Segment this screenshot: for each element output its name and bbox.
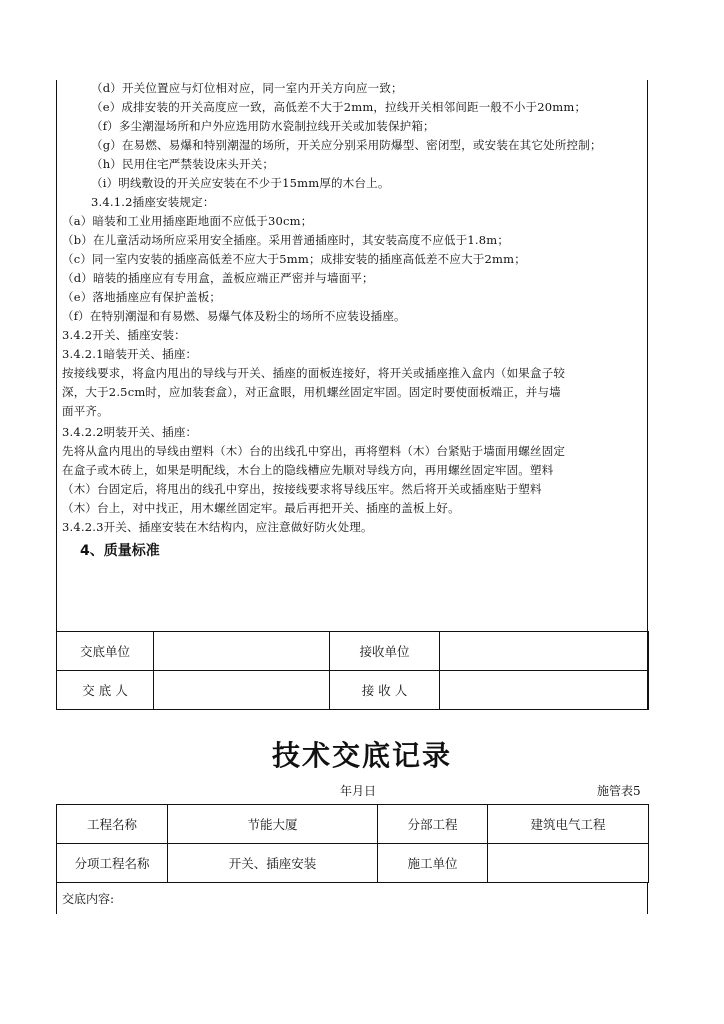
body-line: 3.4.2.1暗装开关、插座： bbox=[62, 347, 198, 361]
record-title: 技术交底记录 bbox=[271, 739, 452, 772]
body-line: （c）同一室内安装的插座高低差不应大于5mm；成排安装的插座高低差不应大于2mm； bbox=[62, 252, 526, 266]
body-line: （g）在易燃、易爆和特别潮湿的场所，开关应分别采用防爆型、密闭型，或安装在其它处所控制； bbox=[91, 138, 602, 152]
receiving-unit-label: 接收单位 bbox=[330, 632, 440, 671]
contractor-value[interactable] bbox=[488, 844, 649, 883]
body-line: 3.4.2开关、插座安装： bbox=[62, 328, 186, 342]
receiving-person-label: 接 收 人 bbox=[330, 671, 440, 710]
signoff-table bbox=[56, 631, 649, 710]
receiving-unit-field[interactable] bbox=[440, 632, 649, 671]
handover-unit-field[interactable] bbox=[154, 632, 330, 671]
body-line: （b）在儿童活动场所应采用安全插座。采用普通插座时，其安装高度不应低于1.8m； bbox=[62, 233, 510, 247]
body-line: （f）在特别潮湿和有易燃、易爆气体及粉尘的场所不应装设插座。 bbox=[62, 309, 406, 323]
body-line: 按接线要求，将盒内甩出的导线与开关、插座的面板连接好，将开关或插座推入盒内（如果盒子较 bbox=[62, 366, 566, 380]
record-info-table bbox=[56, 804, 649, 883]
body-line: （e）落地插座应有保护盖板； bbox=[62, 290, 222, 304]
body-line: （木）台固定后，将甩出的线孔中穿出，按接线要求将导线压牢。然后将开关或插座贴于塑料 bbox=[62, 482, 542, 496]
body-line: 深，大于2.5cm时，应加装套盒），对正盒眼，用机螺丝固定牢固。固定时要使面板端正，并与墙 bbox=[62, 385, 561, 399]
content-label: 交底内容: bbox=[62, 892, 115, 906]
handover-unit-label: 交底单位 bbox=[57, 632, 154, 671]
body-line: 3.4.1.2插座安装规定： bbox=[91, 195, 215, 209]
body-line: （木）台上，对中找正，用木螺丝固定牢。最后再把开关、插座的盖板上好。 bbox=[62, 501, 460, 515]
handover-person-label: 交 底 人 bbox=[57, 671, 154, 710]
body-line: 在盒子或木砖上，如果是明配线，木台上的隐线槽应先顺对导线方向，再用螺丝固定牢固。塑料 bbox=[62, 463, 554, 477]
date-label: 年月日 bbox=[340, 784, 377, 798]
body-line: 3.4.2.3开关、插座安装在木结构内，应注意做好防火处理。 bbox=[62, 520, 373, 534]
subitem-value[interactable]: 开关、插座安装 bbox=[168, 844, 378, 883]
body-line: （d）开关位置应与灯位相对应，同一室内开关方向应一致； bbox=[91, 81, 403, 95]
body-line: 先将从盒内甩出的导线由塑料（木）台的出线孔中穿出，再将塑料（木）台紧贴于墙面用螺丝固定 bbox=[62, 444, 566, 458]
body-line: （h）民用住宅严禁装设床头开关； bbox=[91, 157, 275, 171]
division-label: 分部工程 bbox=[378, 805, 488, 844]
body-line: （e）成排安装的开关高度应一致，高低差不大于2mm，拉线开关相邻间距一般不小于20mm； bbox=[91, 100, 587, 114]
subitem-label: 分项工程名称 bbox=[57, 844, 168, 883]
body-line: 3.4.2.2明装开关、插座： bbox=[62, 425, 198, 439]
contractor-label: 施工单位 bbox=[378, 844, 488, 883]
division-value[interactable]: 建筑电气工程 bbox=[488, 805, 649, 844]
body-line: （a）暗装和工业用插座距地面不应低于30cm； bbox=[62, 214, 313, 228]
section-heading-quality-standard: 4、质量标准 bbox=[80, 543, 160, 559]
body-line: （f）多尘潮湿场所和户外应选用防水瓷制拉线开关或加装保护箱； bbox=[91, 119, 435, 133]
receiving-person-field[interactable] bbox=[440, 671, 649, 710]
project-name-label: 工程名称 bbox=[57, 805, 168, 844]
form-number: 施管表5 bbox=[597, 784, 641, 798]
body-line: （d）暗装的插座应有专用盒，盖板应端正严密并与墙面平； bbox=[62, 271, 374, 285]
body-line: 面平齐。 bbox=[62, 404, 109, 418]
body-line: （i）明线敷设的开关应安装在不少于15mm厚的木台上。 bbox=[91, 176, 390, 190]
content-box[interactable] bbox=[56, 882, 648, 914]
project-name-value[interactable]: 节能大厦 bbox=[168, 805, 378, 844]
handover-person-field[interactable] bbox=[154, 671, 330, 710]
